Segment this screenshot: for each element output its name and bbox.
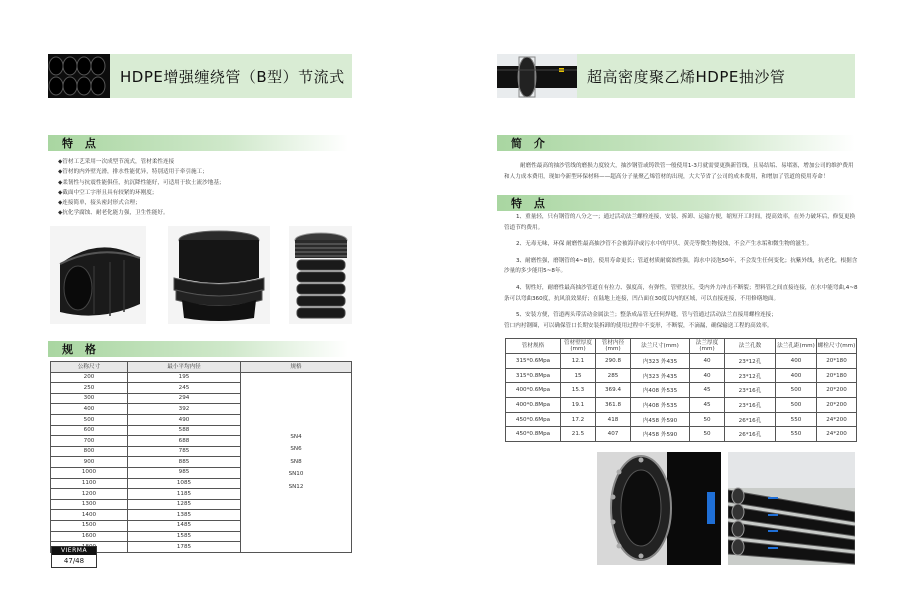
pipe-cell: 15.3 [561,383,596,398]
pipe-cell: 23*12孔 [725,354,776,369]
winding-pipe-header-image [48,54,110,98]
spec-cell: 1085 [128,478,241,489]
right-header-banner [497,54,855,98]
pipe-cell: 内323 外435 [631,354,690,369]
spec-cell: 200 [51,372,128,383]
pipe-cell: 24*200 [817,412,857,427]
spec-cell: 588 [128,425,241,436]
feature-paragraph: 3、耐磨性强，磨钢管的4~8倍，使用寿命更长；管道材质耐腐蚀性强，海水中浸泡50年，不会发生任何变化；抗紫外线，抗老化，根据含沙量的多少能用5~8年。 [504,257,858,275]
pipe-cell: 285 [596,368,631,383]
spec-cell: 800 [51,446,128,457]
sand-pipe-header-image [497,54,577,98]
pipe-cell: 45 [690,398,725,413]
pipe-cell: 400*0.6Mpa [506,383,561,398]
pipe-cell: 20*200 [817,398,857,413]
sn-grade-cell [241,372,352,552]
spec-cell: 1285 [128,499,241,510]
intro-heading: 简 介 [511,137,549,150]
pipe-header-cell: 法兰厚度(mm) [690,339,725,354]
pipe-cell: 400*0.8Mpa [506,398,561,413]
pipe-cell: 315*0.6Mpa [506,354,561,369]
spec-cell: 885 [128,457,241,468]
spec-cell: 1400 [51,510,128,521]
pipe-cell: 500 [776,383,817,398]
pipe-cell: 17.2 [561,412,596,427]
pipe-cell: 40 [690,354,725,369]
spec-section-bar [48,341,348,357]
pipe-cell: 26*16孔 [725,412,776,427]
pipe-header-cell: 法兰孔数 [725,339,776,354]
right-features-list [504,212,858,337]
right-features-heading: 特 点 [511,197,549,210]
sn-grade-label: SN4 [290,433,302,440]
feature-paragraph: 2、无毒无味，环保 耐磨性最高抽沙管不会被海洋或污水中的甲贝、黄壳等微生物侵蚀，不会产生水垢和微生物的滋生。 [516,241,813,248]
pipe-header-cell: 法兰孔距(mm) [776,339,817,354]
pipe-cell: 450*0.6Mpa [506,412,561,427]
feature-item: ◆连接简单，接头密封形式合理； [58,200,141,207]
pipe-cell: 20*200 [817,383,857,398]
pipe-cell: 26*16孔 [725,427,776,442]
intro-section-bar [497,135,855,151]
spec-cell: 700 [51,436,128,447]
spec-cell: 1300 [51,499,128,510]
pipe-cell: 418 [596,412,631,427]
pipe-cell: 550 [776,427,817,442]
pipe-bell-photo [168,226,270,324]
spec-cell: 294 [128,393,241,404]
feature-paragraph: 5、安装方便，管道两头带活动金属法兰；整条成品管无任何焊缝，管与管通过活动法兰直接用螺栓连接； [516,312,777,319]
pipe-cell: 内323 外435 [631,368,690,383]
pipe-cell: 290.8 [596,354,631,369]
pipe-cell: 361.8 [596,398,631,413]
pipe-cell: 内408 外535 [631,383,690,398]
pipe-cell: 450*0.8Mpa [506,427,561,442]
left-header-banner [48,54,352,98]
pipe-cell: 50 [690,427,725,442]
spec-cell: 392 [128,404,241,415]
feature-item: ◆管材工艺采用一次成型节流式，管材柔性连接 [58,159,175,165]
spec-cell: 600 [51,425,128,436]
spec-header-cell: 最小平均内径 [128,362,241,373]
pipe-stack-photo [728,452,855,565]
pipe-cell: 20*180 [817,368,857,383]
spec-cell: 688 [128,436,241,447]
pipe-header-cell: 管材壁厚度(mm) [561,339,596,354]
pipe-cell: 23*16孔 [725,398,776,413]
pipe-cell: 内458 外590 [631,412,690,427]
left-page-title: HDPE增强缠绕管（B型）节流式 [120,67,345,86]
spec-cell: 1600 [51,531,128,542]
pipe-cell: 15 [561,368,596,383]
pipe-row [506,368,857,383]
feature-item: ◆柔韧性与抗震性能俱佳，抗沉降性能好，可适用于软土流沙地基； [58,179,225,186]
pipe-cell: 20*180 [817,354,857,369]
features-heading: 特 点 [62,137,100,150]
pipe-cell: 50 [690,412,725,427]
pipe-cell: 500 [776,398,817,413]
feature-item: ◆管材的内外壁光滑，排水性能优异，特别适用于牵引施工； [58,169,208,176]
spec-cell: 1000 [51,467,128,478]
spec-cell: 1500 [51,520,128,531]
pipe-cell: 23*12孔 [725,368,776,383]
pipe-row [506,354,857,369]
spec-header-cell: 公称尺寸 [51,362,128,373]
spec-cell: 490 [128,414,241,425]
pipe-header-row [506,339,857,354]
page-number: 47/48 [63,557,85,565]
sn-grade-label: SN8 [290,458,302,465]
features-section-bar [48,135,348,151]
spec-cell: 1185 [128,489,241,500]
spec-cell: 900 [51,457,128,468]
pipe-ribbed-photo [289,226,352,324]
spec-row [51,372,352,383]
page-badge [51,546,97,568]
sn-grade-label: SN12 [288,483,304,490]
pipe-header-cell: 螺栓尺寸(mm) [817,339,857,354]
pipe-cell: 23*16孔 [725,383,776,398]
pipe-socket-photo [50,226,146,324]
spec-table-body [51,372,352,552]
spec-cell: 1585 [128,531,241,542]
sn-grade-label: SN6 [290,446,302,453]
spec-cell: 195 [128,372,241,383]
pipe-row [506,383,857,398]
spec-cell: 500 [51,414,128,425]
right-features-section-bar [497,195,855,211]
pipe-cell: 550 [776,412,817,427]
spec-cell: 1485 [128,520,241,531]
spec-cell: 985 [128,467,241,478]
spec-cell: 1785 [128,542,241,553]
pipe-cell: 内408 外535 [631,398,690,413]
spec-cell: 250 [51,383,128,394]
feature-paragraph: 1、重量轻，只有钢管的八分之一；通过活动法兰螺栓连接，安装、拆卸、运输方便，缩短开工时间，提高效率，在外力破坏后，修复更换管道节约费用。 [504,214,856,231]
spec-cell: 300 [51,393,128,404]
pipe-cell: 369.4 [596,383,631,398]
spec-cell: 400 [51,404,128,415]
sn-grade-label: SN10 [288,471,304,478]
pipe-cell: 12.1 [561,354,596,369]
pipe-spec-table [505,338,857,442]
pipe-cell: 400 [776,368,817,383]
pipe-cell: 40 [690,368,725,383]
pipe-header-cell: 管材规格 [506,339,561,354]
spec-cell: 1100 [51,478,128,489]
pipe-row [506,398,857,413]
right-page-title: 超高密度聚乙烯HDPE抽沙管 [587,67,786,86]
feature-item: ◆抗化学腐蚀、耐老化能力强，卫生性能好。 [58,210,169,217]
pipe-cell: 21.5 [561,427,596,442]
spec-cell: 245 [128,383,241,394]
spec-heading: 规 格 [62,343,100,356]
pipe-cell: 24*200 [817,427,857,442]
spec-header-row [51,362,352,373]
pipe-header-cell: 管材内径(mm) [596,339,631,354]
brand-label: VIERMA [52,547,96,555]
pipe-header-cell: 法兰尺寸(mm) [631,339,690,354]
pipe-table-body [506,354,857,442]
spec-cell: 1200 [51,489,128,500]
closing-paragraph: 管口内衬钢圈，可以确保管口长期安装拆卸的使用过程中不变形，不断裂，不滴漏，确保输送工程的高效率。 [504,322,773,329]
pipe-row [506,412,857,427]
spec-header-cell: 规格 [241,362,352,373]
spec-cell: 1385 [128,510,241,521]
flange-pipe-photo [597,452,721,565]
pipe-cell: 内458 外590 [631,427,690,442]
pipe-cell: 315*0.8Mpa [506,368,561,383]
spec-table [50,361,352,553]
pipe-row [506,427,857,442]
features-list [58,157,328,219]
feature-paragraph: 4、韧性好，耐磨性最高抽沙管道在有拉力、强度高，有弹性，管壁扶压，受内外力冲击不断裂；塑料管之间直接连接，在水中能弯曲,4~8条可以弯曲360度，抗风浪效果好；在陆地上连接，凹凸面在30度以内的区域，可以直接连接，不用修缮地面。 [504,284,858,302]
pipe-cell: 407 [596,427,631,442]
pipe-cell: 19.1 [561,398,596,413]
pipe-cell: 400 [776,354,817,369]
pipe-cell: 45 [690,383,725,398]
spec-cell: 785 [128,446,241,457]
intro-paragraph: 耐磨性最高的抽沙管线的磨损力度较大，抽沙钢管或铸铁管一般使用1-3月就需要更换新管线，且易结垢、易堵塞，增加公司的维护费用和人力成本费用，现如今新型环保材料——超高分子量聚乙烯管材的出现，大大节省了公司的成本费用，和增加了管道的使用寿命！ [504,163,854,180]
feature-item: ◆截面中空工字形且具有较紧的环刚度； [58,189,158,196]
